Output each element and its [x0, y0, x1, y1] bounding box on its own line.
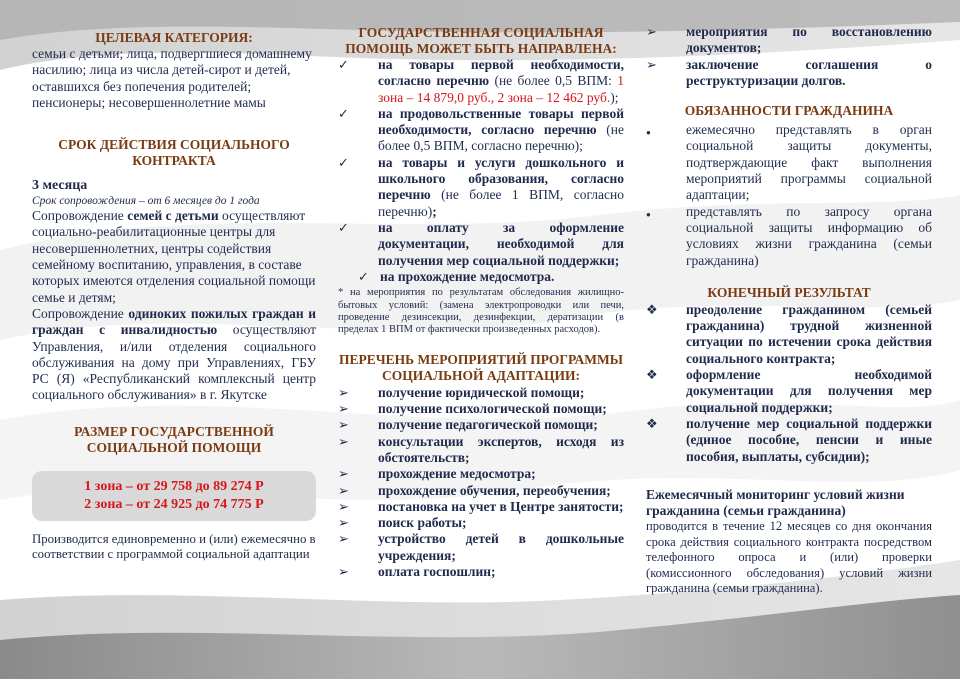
list-item: [338, 466, 624, 482]
list-item: [338, 483, 624, 499]
zone-1-amount: 1 зона – от 29 758 до 89 274 Р: [84, 478, 264, 494]
direction-footnote: * на мероприятия по результатам обследования жилищно-бытовых условий: (замена электропроводки или печи, проведение дезинсекции, дезинфекции, дератизации (в пределах 1 ВПМ от фактически произведенных расходов).: [338, 287, 624, 336]
list-item: [338, 531, 624, 564]
duties-heading: ОБЯЗАННОСТИ ГРАЖДАНИНА: [684, 103, 894, 119]
arrow-bullet-icon: ➢: [338, 482, 349, 498]
arrow-bullet-icon: ➢: [338, 417, 349, 433]
direction-1-end: );: [610, 89, 619, 105]
list-item: [338, 434, 624, 467]
direction-4-text: на оплату за оформление документации, необходимой для получения мер социальной поддержки;: [378, 219, 624, 268]
aid-size-heading: РАЗМЕР ГОСУДАРСТВЕННОЙ СОЦИАЛЬНОЙ ПОМОЩИ: [74, 423, 274, 455]
list-item-text: оформление необходимой документации для получения мер социальной поддержки;: [686, 367, 932, 415]
list-item: [646, 416, 932, 465]
diamond-bullet-icon: ❖: [646, 367, 658, 383]
check-icon: ✓: [338, 154, 349, 170]
list-item-text: постановка на учет в Центре занятости;: [378, 498, 624, 514]
direction-5-text: на прохождение медосмотра.: [380, 268, 555, 284]
list-item-text: ежемесячно представлять в орган социальной защиты документы, подтверждающие факт выполнения мероприятий программы социальной адаптации;: [686, 122, 932, 203]
list-item-text: получение педагогической помощи;: [378, 417, 598, 433]
direction-item: [338, 269, 624, 285]
direction-3-end: ;: [432, 203, 437, 219]
list-item: [646, 24, 932, 57]
arrow-bullet-icon: ➢: [338, 433, 349, 449]
list-item: [646, 367, 932, 416]
direction-item: [338, 155, 624, 220]
support-families-bold: семей с детьми: [127, 208, 219, 224]
support-families-post: осуществляют социально-реабилитационные центры для несовершеннолетних, центры содействия семейному воспитанию, управления, в составе которых имеются отделения социальной помощи семье и детям;: [32, 208, 316, 305]
aid-direction-heading: ГОСУДАРСТВЕННАЯ СОЦИАЛЬНАЯ ПОМОЩЬ МОЖЕТ БЫТЬ НАПРАВЛЕНА:: [345, 25, 617, 56]
check-icon: ✓: [338, 105, 349, 121]
duties-list: [646, 122, 932, 269]
arrow-bullet-icon: ➢: [338, 384, 349, 400]
diamond-bullet-icon: ❖: [646, 415, 658, 431]
column-middle: [338, 14, 624, 580]
arrow-bullet-icon: ➢: [338, 531, 349, 547]
list-item: [338, 499, 624, 515]
support-elderly-post: осуществляют Управления, и/или отделения социального обслуживания на дому при Управлениях, ГБУ РС (Я) «Республиканский комплексный центр социального обслуживания» в г. Якутске: [32, 322, 317, 403]
check-icon: ✓: [338, 57, 349, 72]
monitoring-text: проводится в течение 12 месяцев со дня окончания срока действия социального контракта посредством телефонного опроса и (или) проверки (комиссионного обследования) условий жизни гражданина (семьи гражданина).: [646, 519, 932, 596]
zone-2-amount: 2 зона – от 24 925 до 74 775 Р: [84, 496, 264, 512]
list-item-text: получение психологической помощи;: [378, 401, 607, 417]
dot-bullet-icon: ●: [646, 209, 651, 219]
support-elderly-bold: одиноких пожилых граждан и граждан с инвалидностью: [32, 305, 316, 338]
list-item-text: поиск работы;: [378, 515, 467, 531]
direction-item: [338, 220, 624, 269]
list-item-text: устройство детей в дошкольные учреждения;: [378, 531, 624, 563]
list-item: [646, 122, 932, 203]
check-icon: ✓: [358, 268, 369, 284]
arrow-bullet-icon: ➢: [338, 401, 349, 417]
target-category-heading: ЦЕЛЕВАЯ КАТЕГОРИЯ:: [95, 30, 253, 45]
list-item: [338, 401, 624, 417]
list-item-text: прохождение медосмотра;: [378, 466, 536, 482]
direction-2-bold: на продовольственные товары первой необходимости, согласно перечню: [378, 105, 624, 138]
list-item-text: преодоление гражданином (семьей гражданина) трудной жизненной ситуации по истечении срока действия социального контракта;: [686, 301, 932, 366]
list-item: [338, 385, 624, 401]
direction-item: [338, 106, 624, 155]
arrow-bullet-icon: ➢: [338, 498, 349, 514]
direction-3-bold: на товары и услуги дошкольного и школьного образования, согласно перечню: [378, 154, 624, 203]
list-item: [646, 204, 932, 269]
list-item: [646, 302, 932, 367]
program-list: [338, 385, 624, 581]
arrow-bullet-icon: ➢: [338, 515, 349, 531]
arrow-bullet-icon: ➢: [646, 24, 657, 39]
list-item: [646, 57, 932, 90]
target-category-text: семьи с детьми; лица, подвергшиеся домашнему насилию; лица из числа детей-сирот и детей, оставшихся без попечения родителей; пенсионеры; несовершеннолетние мамы: [32, 46, 312, 110]
direction-1-amounts: 1 зона – 14 879,0 руб., 2 зона – 12 462 руб.: [378, 73, 624, 105]
arrow-bullet-icon: ➢: [646, 56, 657, 72]
list-item-text: получение юридической помощи;: [378, 384, 585, 400]
support-families-text: [32, 208, 316, 306]
diamond-bullet-icon: ❖: [646, 301, 658, 317]
column-left: [32, 14, 316, 562]
program-list-continued: [646, 24, 932, 89]
list-item-text: получение мер социальной поддержки (единое пособие, пенсии и иные пособия, выплаты, субсидии);: [686, 415, 932, 464]
contract-term-value: 3 месяца: [32, 178, 88, 194]
contract-term-heading: СРОК ДЕЙСТВИЯ СОЦИАЛЬНОГО КОНТРАКТА: [58, 137, 290, 169]
support-elderly-pre: Сопровождение: [32, 305, 129, 321]
support-term-note: Срок сопровождения – от 6 месяцев до 1 года: [32, 195, 260, 208]
results-list: [646, 302, 932, 465]
check-icon: ✓: [338, 219, 349, 235]
arrow-bullet-icon: ➢: [338, 466, 349, 482]
aid-size-box: [32, 471, 316, 521]
list-item-text: консультации экспертов, исходя из обстоятельств;: [378, 433, 624, 465]
list-item-text: заключение соглашения о реструктуризации долгов.: [686, 56, 932, 88]
direction-1-bold: на товары первой необходимости, согласно перечню: [378, 57, 624, 89]
support-elderly-text: [32, 306, 316, 404]
list-item-text: представлять по запросу органа социальной защиты информацию об условиях жизни гражданина (семьи гражданина): [686, 203, 932, 268]
monitoring-heading: Ежемесячный мониторинг условий жизни гражданина (семьи гражданина): [646, 486, 905, 519]
program-heading: ПЕРЕЧЕНЬ МЕРОПРИЯТИЙ ПРОГРАММЫ СОЦИАЛЬНОЙ АДАПТАЦИИ:: [338, 351, 624, 383]
list-item-text: мероприятия по восстановлению документов;: [686, 24, 932, 56]
direction-1-norm: (не более 0,5 ВПМ:: [489, 73, 618, 89]
direction-item: [338, 57, 624, 106]
list-item: [338, 564, 624, 580]
arrow-bullet-icon: ➢: [338, 564, 349, 580]
list-item-text: прохождение обучения, переобучения;: [378, 482, 611, 498]
support-families-pre: Сопровождение: [32, 208, 128, 224]
dot-bullet-icon: ●: [646, 128, 651, 138]
result-heading: КОНЕЧНЫЙ РЕЗУЛЬТАТ: [707, 284, 871, 300]
list-item: [338, 417, 624, 433]
payment-note: Производится единовременно и (или) ежемесячно в соответствии с программой социальной адаптации: [32, 531, 316, 561]
direction-2-norm: (не более 0,5 ВПМ, согласно перечню);: [378, 122, 624, 154]
direction-3-norm: (не более 1 ВПМ, согласно перечню): [378, 187, 624, 219]
column-right: [646, 14, 932, 596]
list-item-text: оплата госпошлин;: [378, 564, 496, 580]
list-item: [338, 515, 624, 531]
